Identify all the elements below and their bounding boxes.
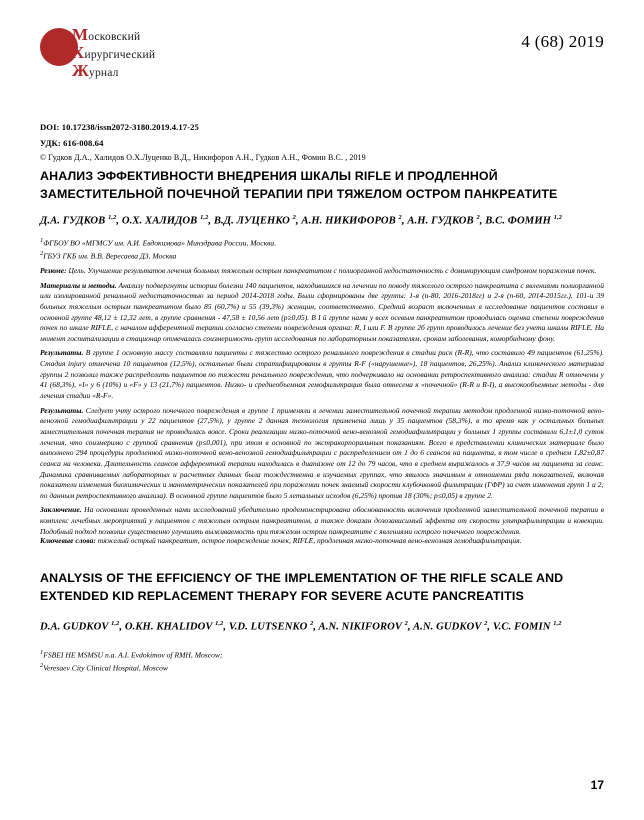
affiliations-ru xyxy=(40,236,604,262)
logo-text xyxy=(72,26,155,80)
author-affil-marker: 2 xyxy=(292,214,296,221)
keywords-label: Ключевые слова: xyxy=(40,536,96,545)
author-affil-marker: 2 xyxy=(310,620,314,627)
author-affil-marker: 1,2 xyxy=(200,214,209,221)
journal-logo xyxy=(40,24,250,82)
abstract-text: В группе 1 основную массу составляли пациенты с тяжестью острого ренального повреждения в стадии риск (R-R), что составило 49 пациентов (61,25%). Стадия injury отмечена 10 пациентов (12,5%), остальные были стратифицированы в группы R-F («нарушение»), 18 пациентов, 26,25%). Анализ клинического материала группы 2 позволил также распределить пациентов по тяжести ренального повреждения, что подчеркивало на основании ретроспективного анализа: стадии R отмечены у 41 (68,3%), «I» у 6 (10%) и «F» у 13 (21,7%) пациентов. Низко- и среднеобъемная гемофильтрация была отнесена к «почечной» (R-R и R-I), а высокообъемные методы - для лечения стадии «R-F». xyxy=(40,348,605,401)
logo-line-2 xyxy=(72,44,155,62)
abstract-text: Цель. Улучшение результатов лечения больных тяжелым острым панкреатитом с полиорганной недостаточность с доминирующим синдромом поражения почек. xyxy=(68,266,597,275)
keywords-ru xyxy=(40,536,604,547)
author-affil-marker: 1,2 xyxy=(553,620,562,627)
article-metadata xyxy=(40,122,604,168)
logo-line-3 xyxy=(72,62,155,80)
logo-rest-3: урнал xyxy=(89,66,119,79)
abstract-text: На основании проведенных нами исследований убедительно продемонстрирована обоснованность включения продленной заместительной почечной терапии в комплекс лечебных мероприятий у пациентов с тяжелым острым панкреатитом, а также доказан дозозависимый эффекта от скорости ультрафильтрации и ковекции. Подобный подход позволил существенно улучшить выживаемость при тяжелом остром панкреатите с явлениями острого почечного повреждения. xyxy=(40,505,605,536)
logo-rest-2: ирургический xyxy=(84,48,156,61)
affil-marker: 1 xyxy=(40,237,44,244)
author-affil-marker: 1,2 xyxy=(553,214,563,221)
abstract-label: Резюме: xyxy=(40,266,67,275)
keywords-text: тяжелый острый панкреатит, острое повреждение почек, RIFLE, продленная низко-поточная вено-венозная гемодиафильтрация. xyxy=(97,536,522,545)
abstract-paragraph xyxy=(40,348,604,401)
affil-marker: 2 xyxy=(40,249,44,257)
page-number: 17 xyxy=(590,778,604,792)
affiliation-item: $^1$ФГБОУ ВО «МГМСУ им. А.И. Евдокимова» Минздрава России, Москва. xyxy=(40,237,277,248)
affiliation-item: $^2$Veresaev City Clinical Hospital, Moscow xyxy=(40,662,168,673)
author-affil-marker: 1,2 xyxy=(108,214,117,221)
author-affil-marker: 1,2 xyxy=(215,620,224,627)
abstract-paragraph xyxy=(40,406,604,502)
logo-cap-1: М xyxy=(72,25,89,44)
authors-en: D.A. GUDKOV $^{1,2}$, O.KH. KHALIDOV $^{1,2}$, V.D. LUTSENKO $^2$, A.N. NIKIFOROV $^2$, A.N. GUDKOV $^2$, V.C. FOMIN $^{1,2}$ xyxy=(40,620,562,633)
author-affil-marker: 2 xyxy=(404,620,408,627)
page-title-en: ANALYSIS OF THE EFFICIENCY OF THE IMPLEMENTATION OF THE RIFLE SCALE AND EXTENDED KID REPLACEMENT THERAPY FOR SEVERE ACUTE PANCREATITIS xyxy=(40,571,564,603)
abstract-paragraph xyxy=(40,266,604,277)
author-affil-marker: 2 xyxy=(398,214,402,221)
logo-cap-3: Ж xyxy=(72,60,90,80)
affil-marker: 2 xyxy=(40,662,44,670)
affil-marker: 1 xyxy=(40,649,44,656)
udk-line: УДК: 616-008.64 xyxy=(40,137,104,148)
abstract-label: Заключение. xyxy=(40,505,82,515)
copyright-line: © Гудков Д.А., Халидов О.Х.Луценко В.Д., Никифоров А.Н., Гудков А.Н., Фомин В.С. , 2019 xyxy=(40,153,366,162)
logo-cap-2: Х xyxy=(72,42,85,62)
authors-ru: Д.А. ГУДКОВ $^{1,2}$, О.Х. ХАЛИДОВ $^{1,2}$, В.Д. ЛУЦЕНКО $^2$, А.Н. НИКИФОРОВ $^2$, А.Н. ГУДКОВ $^2$, В.С. ФОМИН $^{1,2}$ xyxy=(40,214,563,227)
page-title-ru: АНАЛИЗ ЭФФЕКТИВНОСТИ ВНЕДРЕНИЯ ШКАЛЫ RIFLE И ПРОДЛЕННОЙ ЗАМЕСТИТЕЛЬНОЙ ПОЧЕЧНОЙ ТЕРАПИИ ПРИ ТЯЖЕЛОМ ОСТРОМ ПАНКРЕАТИТЕ xyxy=(40,169,558,201)
abstract-label: Материалы и методы. xyxy=(40,280,117,290)
abstract-paragraph xyxy=(40,281,604,345)
abstract-text: Анализу подвергнуты истории болезни 140 пациентов, находившихся на лечении по поводу тяжелого острого панкреатита с явлениями полиорганной или изолированной ренальной недостаточностью за период 2014-2018 годы. Были сформированы две группы: 1-я (n-80, 2016-2018гг) и 2-я (n-60, 2014-2015гг.). 101-и 39 больных тяжелым острым панкреатитом было 85 (60,7%) и 55 (39,3%) женщин, соответственно. Средний возраст включенных в исследование пациентов составил в основной группе 48,12 ± 12,32 лет, в группе сравнения - 47,58 ± 10,56 лет (p≥0,05). В I й группе нами у всех осевым панкреатитом проводилась оценка степени повреждения почек по шкале RIFLE, с началом афферентной терапии согласно степени повреждения органа: R, I или F. В группе 2б групп проводилось лечение без учета шкалы RIFLE. На момент госпитализации в стационар отмечалась соизмеримость групп исследования по лабораторным показателям, срокам заболевания, коморбидному фону. xyxy=(40,280,604,343)
logo-rest-1: осковский xyxy=(88,31,141,43)
abstract-text: Следует учту острого почечного повреждения в группе 1 применяли в лечении заместительной почечной терапии методом продленной низко-поточной вено-венозной гемодиафильтрации у 22 пациентов (27,5%), у группе 2 данная технология применена лишь у 35 пациентов (58,3%), в то время как у остальных больных заместительная почечная терапия не проводилась вовсе. Сроки реализации низко-поточной вено-венозной гемодиафильтрации у больных 1 группы составили 6,1±1,0 суток лечения, что соизмеримо с группой сравнения (p≤0,001), при этом в основной по экстракорпоральным показаниям. Всего в представлении клинических материале было выполнено 294 процедуры продленной низко-поточной вено-венозной гемодиафильтрации с распределением от 1 до 6 сеансов на пациента, в том числе в среднем 1,82±0,87 сеанса на человека. Длительность сеансов афферентной терапии находилась в диапазоне от 12 до 79 часов, что в среднем выражалось в 37,9 часов на пациента за сеанс. Динамика сравниваемых лабораторных и расчетных данных была тождественна в изучаемых группах, что явилось значимым в отношении ряда показателей, включая показатели изменения биохимических и манометрических показателей при поражении почек знаемый скорости клубочковой фильтрации (ГФР) за счет изменения групп 1 и 2; по данным ретроспективного анализа). В основной группе пациентов было 5 летальных исходов (6,25%) против 18 (30%; p≤0,05) в группе 2. xyxy=(40,405,605,500)
doi-line: DOI: 10.17238/issn2072-3180.2019.4.17-25 xyxy=(40,122,199,132)
abstract-ru xyxy=(40,266,604,541)
abstract-paragraph xyxy=(40,505,604,537)
author-affil-marker: 1,2 xyxy=(111,620,120,627)
page-header xyxy=(40,24,604,84)
affiliation-item: $^2$ГБУЗ ГКБ им. В.В. Вересаева ДЗ, Москва xyxy=(40,249,177,261)
author-affil-marker: 2 xyxy=(484,620,488,627)
author-affil-marker: 2 xyxy=(476,214,480,221)
issue-number: 4 (68) 2019 xyxy=(521,32,604,51)
abstract-label: Результаты. xyxy=(40,348,84,358)
affiliation-item: $^1$FSBEI HE MSMSU n.a. A.I. Evdokimov of RMH, Moscow; xyxy=(40,649,223,660)
logo-line-1 xyxy=(72,26,155,44)
abstract-label: Результаты. xyxy=(40,405,84,415)
affiliations-en xyxy=(40,648,604,675)
